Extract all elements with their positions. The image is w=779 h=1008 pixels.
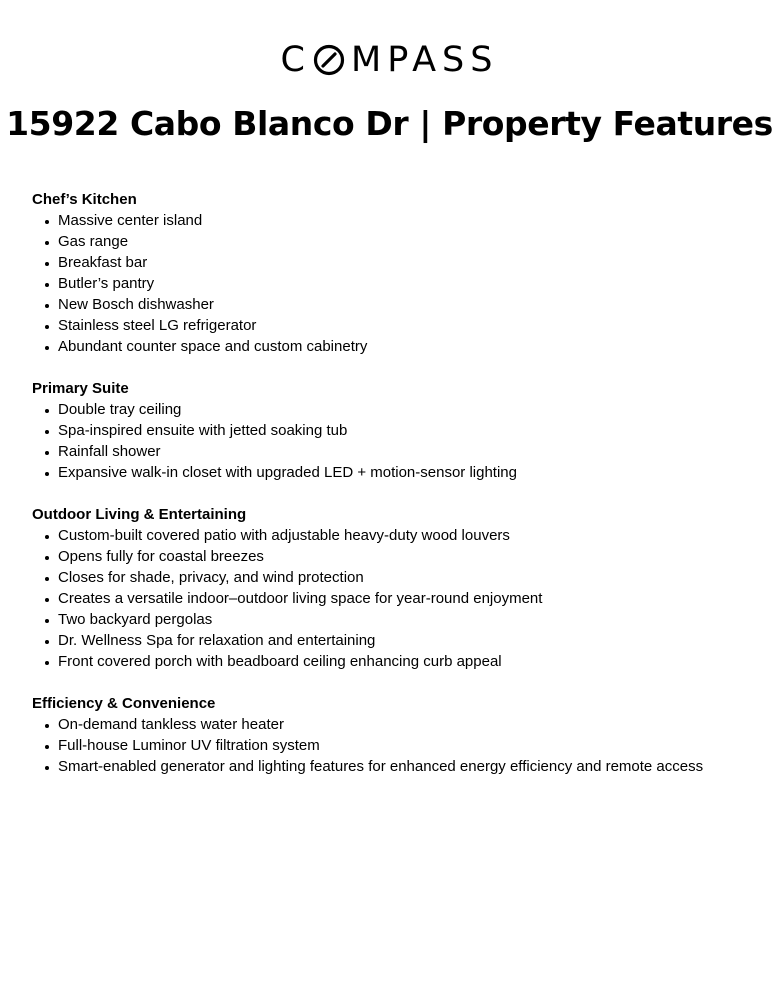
list-item: Rainfall shower (32, 441, 752, 462)
list-item: Massive center island (32, 210, 752, 231)
section-heading: Chef’s Kitchen (32, 191, 137, 208)
features-content (32, 189, 752, 798)
feature-list (32, 399, 752, 483)
list-item: Gas range (32, 231, 752, 252)
list-item: Double tray ceiling (32, 399, 752, 420)
section-heading: Primary Suite (32, 380, 129, 397)
list-item: New Bosch dishwasher (32, 294, 752, 315)
feature-list (32, 525, 752, 672)
list-item: On-demand tankless water heater (32, 714, 752, 735)
section-heading: Outdoor Living & Entertaining (32, 506, 247, 523)
list-item: Expansive walk-in closet with upgraded LED + motion-sensor lighting (32, 462, 752, 483)
compass-o-icon (313, 44, 345, 76)
list-item: Abundant counter space and custom cabinetry (32, 336, 752, 357)
feature-section (32, 378, 752, 483)
section-heading: Efficiency & Convenience (32, 695, 216, 712)
list-item: Front covered porch with beadboard ceiling enhancing curb appeal (32, 651, 752, 672)
list-item: Creates a versatile indoor–outdoor living space for year-round enjoyment (32, 588, 752, 609)
page-title: 15922 Cabo Blanco Dr | Property Features (6, 104, 773, 143)
logo-wordmark (281, 40, 499, 80)
list-item: Closes for shade, privacy, and wind protection (32, 567, 752, 588)
list-item: Two backyard pergolas (32, 609, 752, 630)
list-item: Smart-enabled generator and lighting features for enhanced energy efficiency and remote access (32, 756, 752, 777)
compass-logo (0, 40, 779, 80)
list-item: Spa-inspired ensuite with jetted soaking tub (32, 420, 752, 441)
logo-prefix: C (280, 40, 311, 80)
list-item: Butler’s pantry (32, 273, 752, 294)
logo-suffix: MPASS (351, 40, 499, 80)
feature-section (32, 504, 752, 672)
list-item: Stainless steel LG refrigerator (32, 315, 752, 336)
list-item: Breakfast bar (32, 252, 752, 273)
feature-section (32, 189, 752, 357)
list-item: Custom-built covered patio with adjustable heavy-duty wood louvers (32, 525, 752, 546)
list-item: Opens fully for coastal breezes (32, 546, 752, 567)
feature-section (32, 693, 752, 777)
feature-list (32, 210, 752, 357)
list-item: Dr. Wellness Spa for relaxation and entertaining (32, 630, 752, 651)
list-item: Full-house Luminor UV filtration system (32, 735, 752, 756)
feature-list (32, 714, 752, 777)
